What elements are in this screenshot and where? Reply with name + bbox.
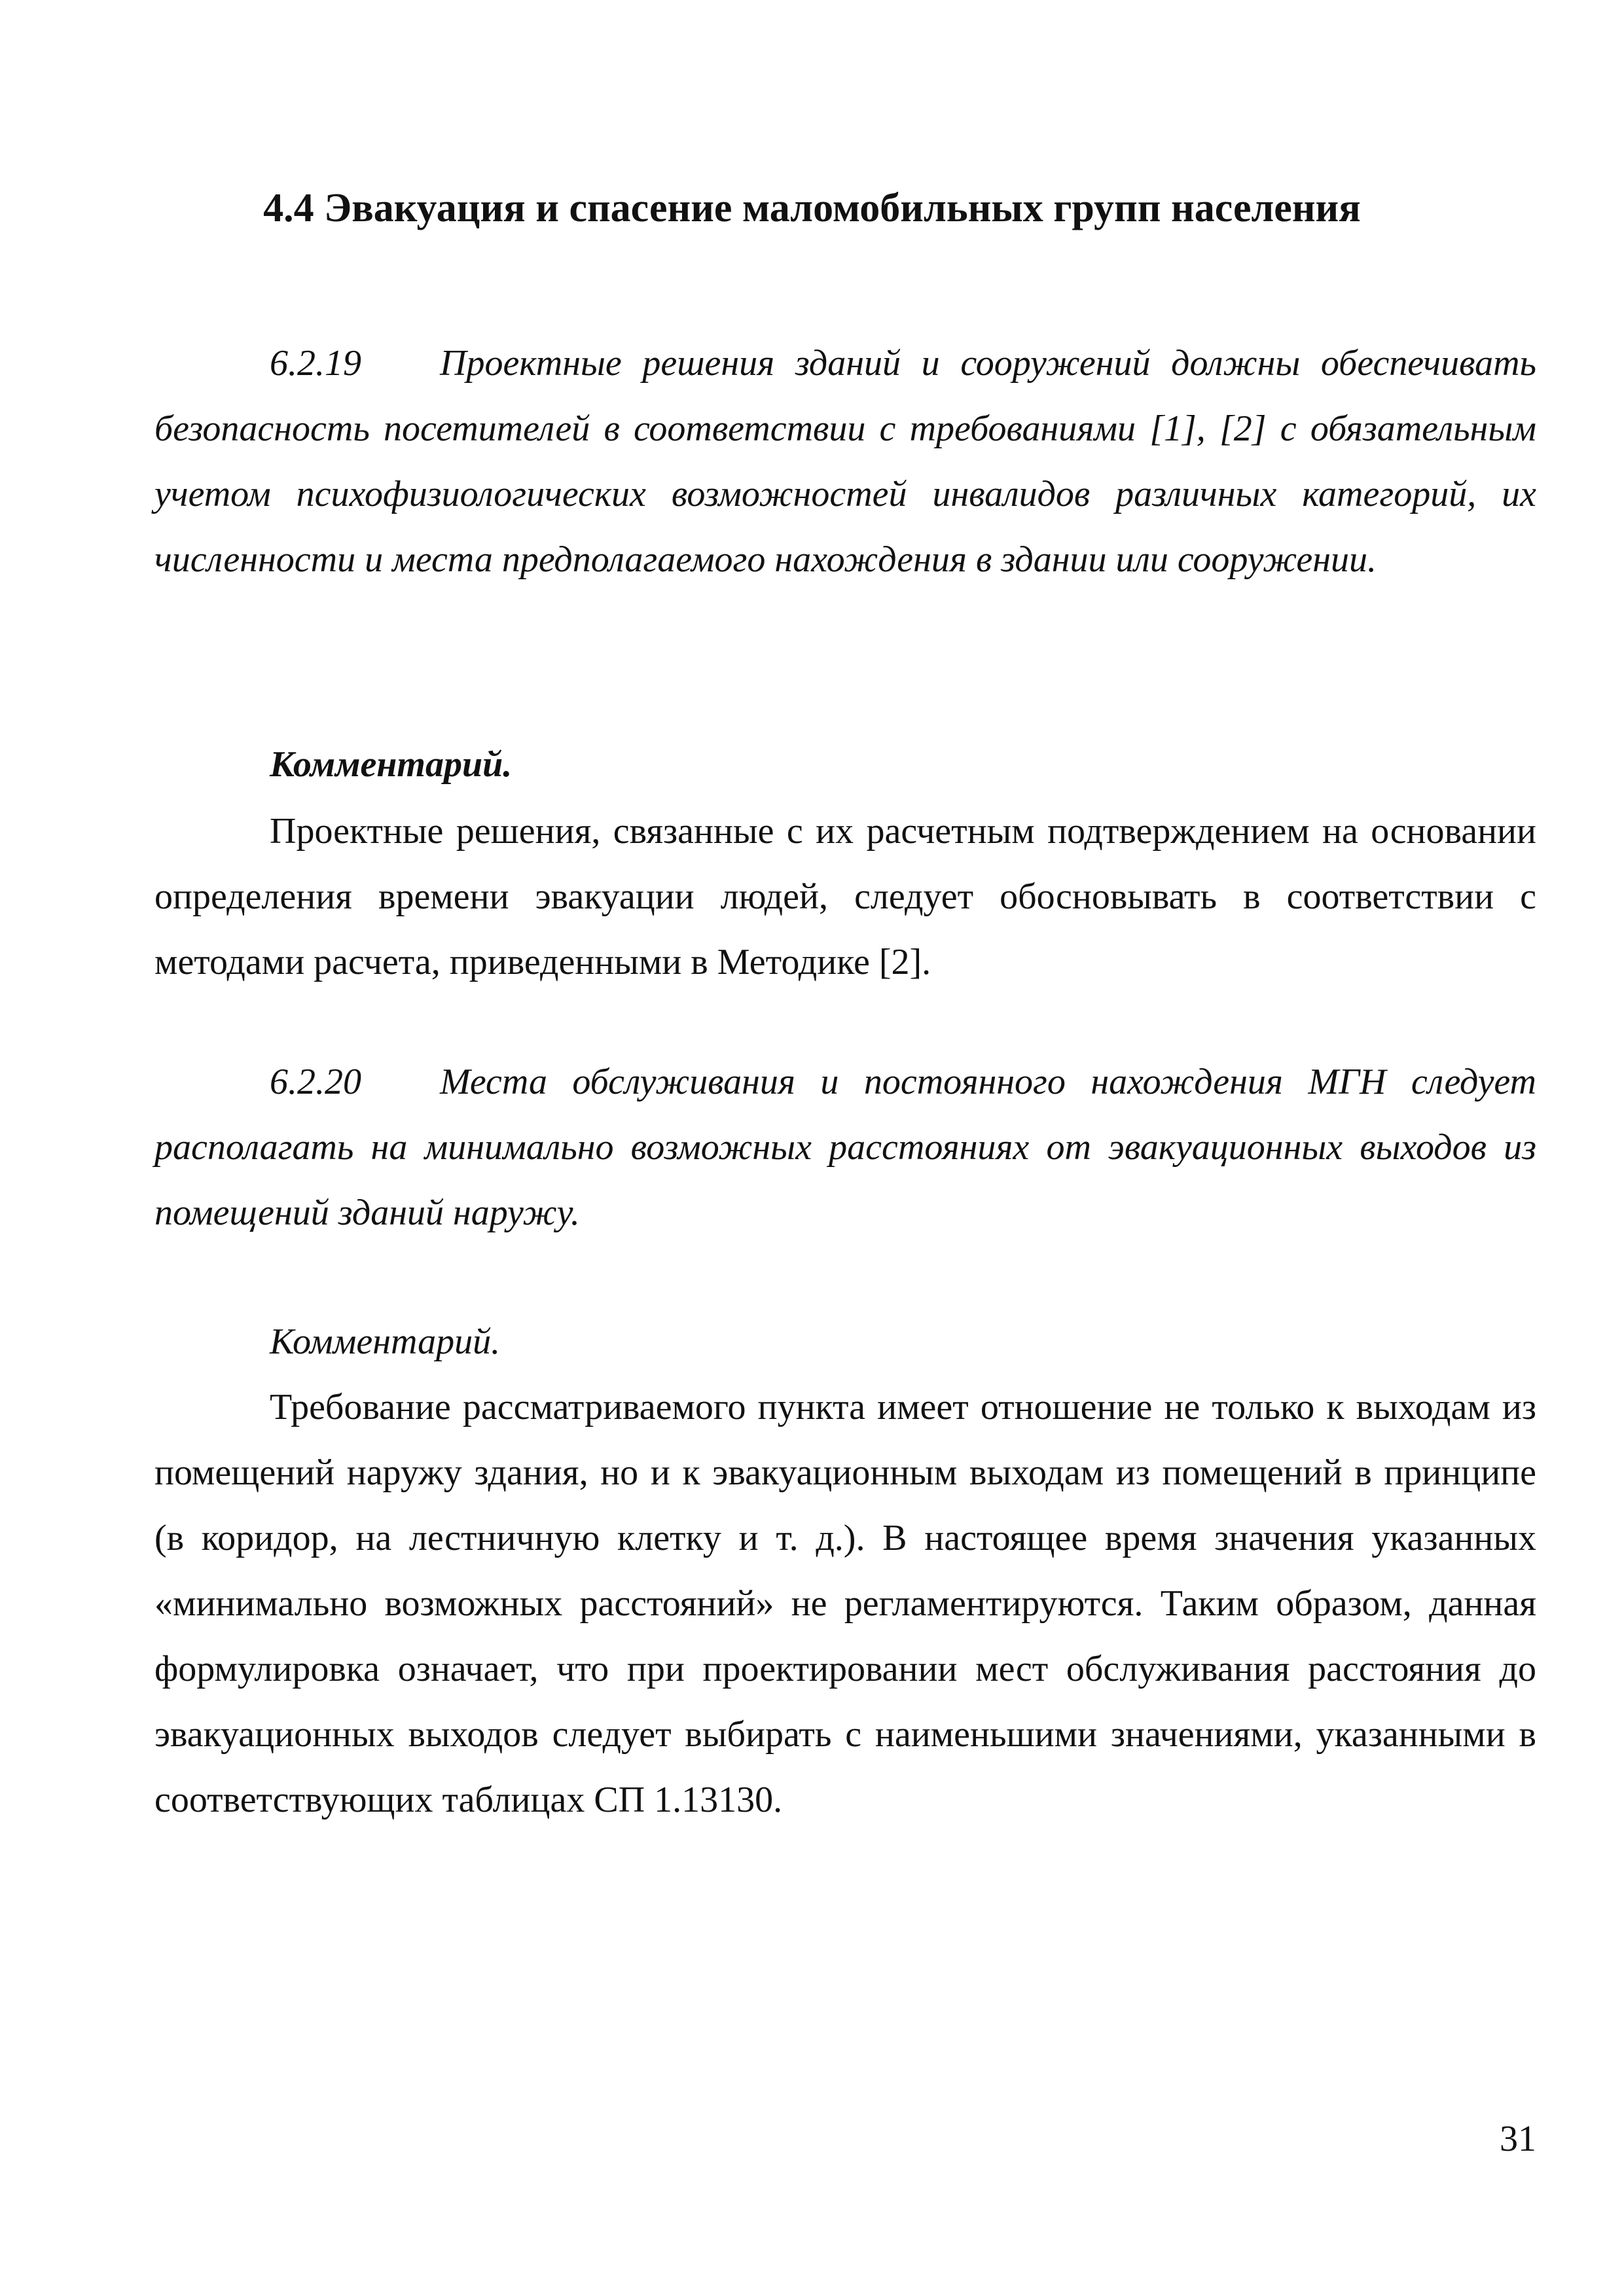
section-heading: 4.4 Эвакуация и спасение маломобильных групп населения <box>263 186 1361 230</box>
clause-6-2-19 <box>154 331 1536 592</box>
clause-number: 6.2.20 <box>270 1062 361 1102</box>
comment-label: Комментарий. <box>270 1321 501 1362</box>
clause-6-2-20 <box>154 1049 1536 1246</box>
comment-text: Проектные решения, связанные с их расчетным подтверждением на основании определения времени эвакуации людей, следует обосновывать в соответствии с методами расчета, приведенными в Методике [2]. <box>154 811 1536 982</box>
comment-label: Комментарий. <box>270 744 513 785</box>
clause-number: 6.2.19 <box>270 343 361 384</box>
clause-text: Места обслуживания и постоянного нахождения МГН следует располагать на минимально возможных расстояниях от эвакуационных выходов из помещений зданий наружу. <box>154 1062 1536 1233</box>
page-number: 31 <box>1500 2119 1536 2159</box>
comment-text: Требование рассматриваемого пункта имеет отношение не только к выходам из помещений наружу здания, но и к эвакуационным выходам из помещений в принципе (в коридор, на лестничную клетку и т. д.). В настоящее время значения указанных «минимально возможных расстояний» не регламентируются. Таким образом, данная формулировка означает, что при проектировании мест обслуживания расстояния до эвакуационных выходов следует выбирать с наименьшими значениями, указанными в соответствующих таблицах СП 1.13130. <box>154 1387 1536 1820</box>
clause-text: Проектные решения зданий и сооружений должны обеспечивать безопасность посетителей в соответствии с требованиями [1], [2] с обязательным учетом психофизиологических возможностей инвалидов различных категорий, их численности и места предполагаемого нахождения в здании или сооружении. <box>154 343 1536 580</box>
